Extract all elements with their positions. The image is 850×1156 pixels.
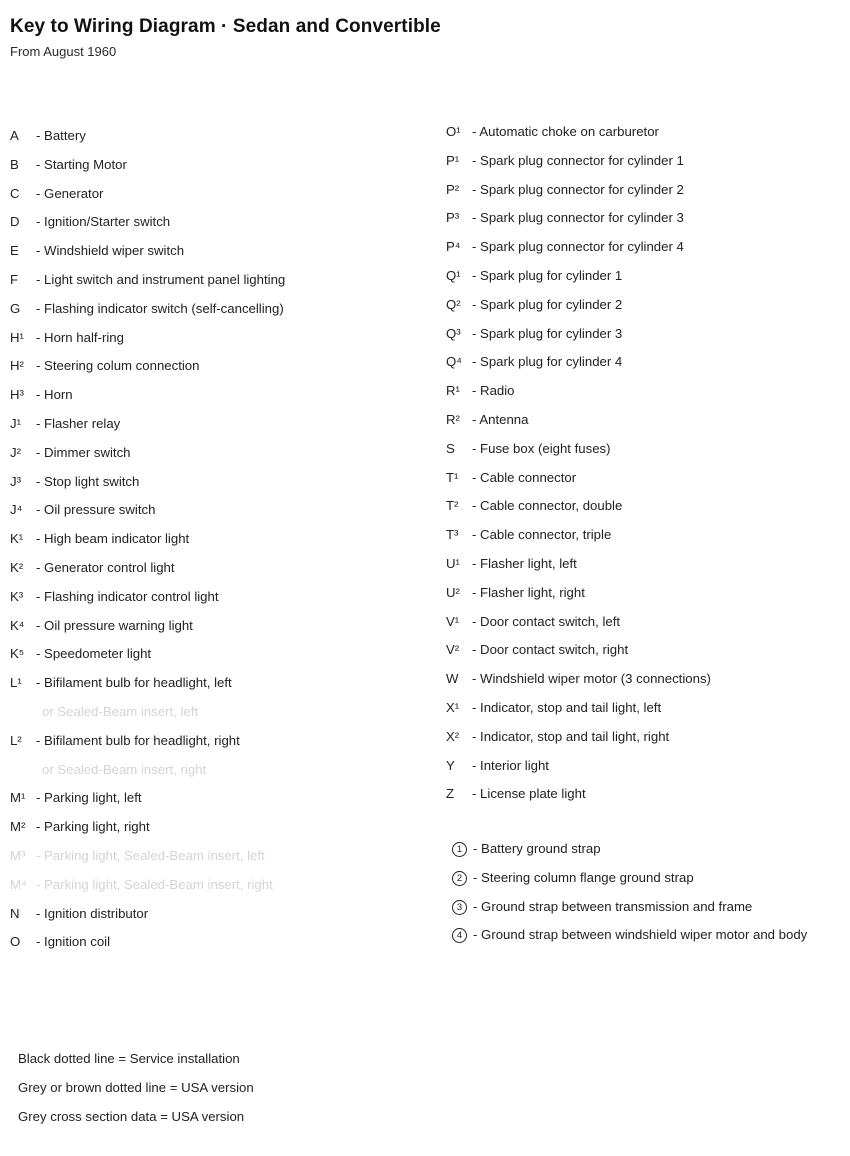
key-item-description: - Bifilament bulb for headlight, left [36,675,232,691]
key-item [446,469,576,487]
key-item-code: R² [446,412,460,427]
key-item-description: - Spark plug for cylinder 2 [472,296,623,312]
key-item [446,411,528,429]
key-item [10,933,110,951]
key-item-code: P⁴ [446,239,461,255]
key-item [10,213,170,231]
key-item-code: O [10,934,21,950]
key-item-description: - Starting Motor [36,156,127,172]
key-item-code: H² [10,358,24,374]
key-item-description: - Windshield wiper motor (3 connections) [472,671,711,687]
key-item-description: - Flasher relay [36,416,121,431]
key-item [446,440,611,458]
key-item-code: X² [446,728,460,744]
ground-strap-description: - Ground strap between transmission and frame [473,898,753,914]
key-item-code: V¹ [446,613,460,629]
key-item-code: N [10,905,20,921]
key-item [446,382,515,400]
key-item-code: M⁴ [10,876,27,892]
key-item [10,818,150,836]
key-item [446,296,622,314]
key-item-description: - Flasher light, left [472,556,577,571]
ground-strap-description: - Ground strap between windshield wiper motor and body [473,927,808,943]
key-item [10,588,219,606]
key-item-description: - Spark plug for cylinder 3 [472,325,623,341]
key-item [10,415,120,433]
key-item [446,353,622,371]
key-item-description: - Cable connector, double [472,498,623,514]
key-item [10,473,139,491]
key-item-code: B [10,156,19,172]
key-item [10,271,285,289]
key-item [10,732,240,750]
key-item-code: Q⁴ [446,354,462,370]
key-item-description: - Spark plug connector for cylinder 2 [472,181,684,197]
key-item-description: - Antenna [472,412,529,427]
key-item [446,555,577,573]
key-item-code: Y [446,757,455,773]
key-item [446,785,586,803]
key-item-description: or Sealed-Beam insert, right [42,761,207,777]
key-item-code: O¹ [446,124,461,139]
key-item [446,641,628,659]
key-item [446,238,684,256]
key-item-code: K³ [10,588,24,604]
key-item-code: P² [446,181,460,197]
key-item-description: - Flashing indicator control light [36,588,219,604]
key-item-description: - Indicator, stop and tail light, left [472,700,662,715]
key-item [446,497,622,515]
key-item [446,584,585,602]
key-item-code: Z [446,786,455,802]
legend-line: Grey cross section data = USA version [18,1109,245,1124]
key-item [446,757,549,775]
key-item-description: - Flasher light, right [472,584,585,600]
key-item [446,181,684,199]
key-item [10,300,284,318]
key-item [10,501,155,519]
key-item [10,242,184,260]
key-item-description: - Dimmer switch [36,444,131,460]
key-item-code: W [446,671,459,687]
key-item-description: - Ignition coil [36,934,111,950]
key-item-code: K¹ [10,531,24,547]
key-item-description: - Spark plug connector for cylinder 4 [472,239,684,255]
key-item-description: - Door contact switch, right [472,642,629,658]
key-item-code: T³ [446,527,459,543]
key-item-description: - Door contact switch, left [472,613,621,629]
key-item-description: - Oil pressure switch [36,502,156,518]
key-item-description: - Horn half-ring [36,329,124,345]
circled-number-icon: 3 [452,900,467,915]
key-item-description: - Stop light switch [36,473,140,489]
key-item-code: J³ [10,473,21,489]
key-item-description: - Radio [472,383,515,399]
key-item-description: - Flashing indicator switch (self-cancelling) [36,300,284,316]
key-item-code: R¹ [446,383,460,399]
key-item-code: Q³ [446,325,461,341]
key-item-code: P¹ [446,152,460,168]
key-item-code: C [10,185,20,201]
key-item-description: - High beam indicator light [36,531,190,547]
key-item [10,444,131,462]
key-item-description: - Parking light, right [36,819,150,835]
page-subtitle: From August 1960 [10,44,117,59]
key-item [446,152,684,170]
key-item-code: L¹ [10,675,22,691]
key-item-description: - Bifilament bulb for headlight, right [36,732,240,748]
key-item-description: - Battery [36,128,86,143]
circled-number-icon: 4 [452,928,467,943]
key-item-code: M³ [10,848,26,863]
key-item-description: - License plate light [472,786,586,802]
key-item [10,530,189,548]
key-item [10,645,151,663]
key-item [10,386,73,404]
key-item-code: P³ [446,210,460,226]
key-item-code: E [10,243,19,259]
key-item-code: K⁵ [10,646,25,662]
key-item-description: - Cable connector [472,469,577,485]
key-item-description: - Oil pressure warning light [36,617,193,633]
key-item-code: L² [10,732,22,748]
ground-strap-item [452,898,752,916]
key-item-code: T¹ [446,469,459,485]
ground-strap-description: - Steering column flange ground strap [473,869,694,885]
key-item-description: - Light switch and instrument panel lighting [36,272,286,287]
legend-line: Black dotted line = Service installation [18,1051,240,1066]
key-item [10,357,199,375]
key-item-description: - Spark plug connector for cylinder 1 [472,152,684,168]
key-item-code: U¹ [446,556,460,571]
key-item [446,728,669,746]
key-item [446,526,611,544]
key-item-code: K² [10,560,24,575]
key-item-code: H³ [10,387,24,403]
key-item [446,670,711,688]
key-item [446,325,622,343]
key-item-code: A [10,128,19,143]
ground-strap-item [452,926,807,944]
key-item-code: Q¹ [446,268,461,283]
key-item-description: or Sealed-Beam insert, left [42,704,199,719]
circled-number-icon: 2 [452,871,467,886]
key-item-description: - Steering colum connection [36,358,200,374]
key-item [446,613,620,631]
key-item-code: J⁴ [10,502,23,518]
key-item [10,847,265,865]
key-item-description: - Spark plug for cylinder 1 [472,268,623,283]
key-item-description: - Automatic choke on carburetor [472,124,659,139]
key-item [10,559,175,577]
key-item-description: - Parking light, left [36,790,142,806]
page-title: Key to Wiring Diagram · Sedan and Convertible [10,16,441,37]
key-item-code: J² [10,444,21,460]
circled-number-icon: 1 [452,842,467,857]
key-item [10,329,124,347]
key-item-description: - Windshield wiper switch [36,243,185,259]
key-item-description: - Speedometer light [36,646,152,662]
key-item [10,905,148,923]
key-item [10,789,142,807]
key-item-code: D [10,214,20,230]
key-item [10,127,86,145]
key-item-description: - Horn [36,387,73,403]
key-item-description: - Generator [36,185,104,201]
key-item-description: - Ignition distributor [36,905,149,921]
key-item [446,209,684,227]
key-item-description: - Spark plug for cylinder 4 [472,354,623,370]
key-item-code: Q² [446,296,461,312]
key-item [10,876,273,894]
ground-strap-item [452,869,694,887]
key-item [446,267,622,285]
key-item [42,761,206,779]
key-item-code: J¹ [10,416,21,431]
key-item [10,156,127,174]
key-item-code: M² [10,819,26,835]
key-item-code: T² [446,498,459,514]
key-item-description: - Ignition/Starter switch [36,214,171,230]
key-item [446,699,661,717]
key-item [446,123,659,141]
key-item-description: - Parking light, Sealed-Beam insert, left [36,848,265,863]
key-item-description: - Spark plug connector for cylinder 3 [472,210,684,226]
key-item-description: - Parking light, Sealed-Beam insert, right [36,876,273,892]
key-item-code: X¹ [446,700,460,715]
key-item-description: - Generator control light [36,560,175,575]
ground-strap-item [452,840,601,858]
legend-line: Grey or brown dotted line = USA version [18,1080,254,1095]
key-item-code: V² [446,642,460,658]
key-item-code: G [10,300,21,316]
key-item-code: S [446,440,455,456]
key-item-code: K⁴ [10,617,25,633]
key-item-description: - Fuse box (eight fuses) [472,440,611,456]
key-item-code: M¹ [10,790,26,806]
key-item-description: - Cable connector, triple [472,527,612,543]
key-item-description: - Indicator, stop and tail light, right [472,728,670,744]
key-item-code: H¹ [10,329,24,345]
key-item-code: F [10,272,19,287]
key-item-description: - Interior light [472,757,549,773]
key-item [10,674,232,692]
key-item-code: U² [446,584,460,600]
key-item [42,703,198,721]
key-item [10,617,193,635]
ground-strap-description: - Battery ground strap [473,841,601,856]
key-item [10,185,103,203]
